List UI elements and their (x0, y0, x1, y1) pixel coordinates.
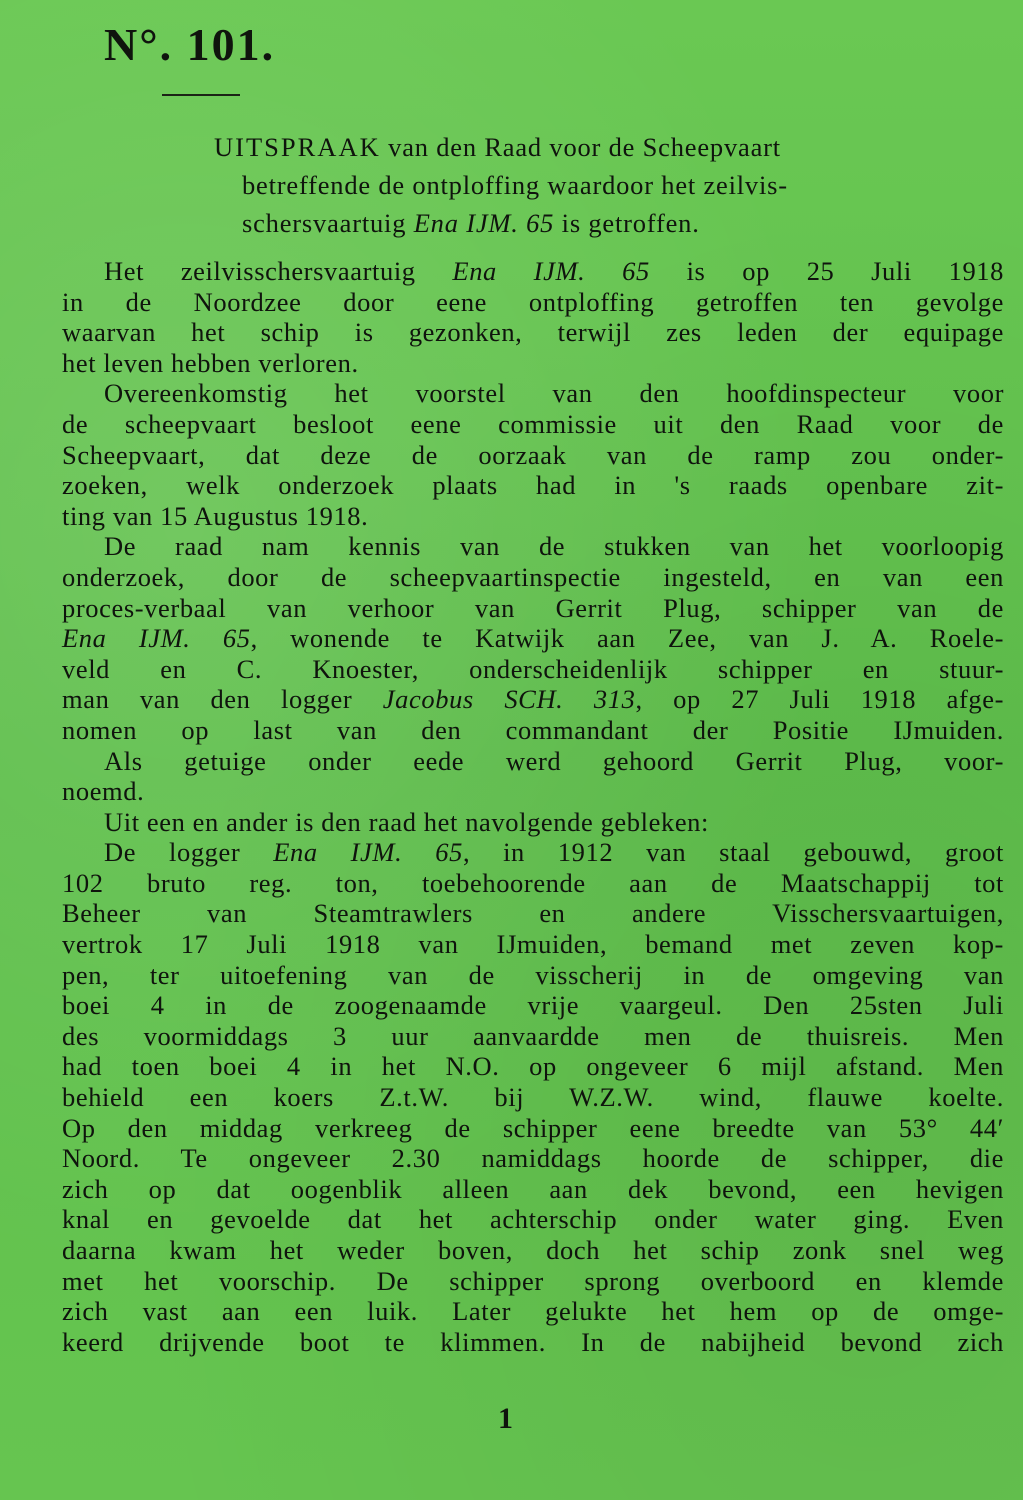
text-line-content: Uit een en ander is den raad het navolgende gebleken: (104, 806, 709, 837)
heading-ship-name: Ena IJM. 65 (413, 208, 555, 238)
heading-lead-word: UITSPRAAK (214, 132, 381, 162)
page-number: 1 (498, 1402, 513, 1435)
text-line-content: zich vast aan een luik. Later gelukte het hem op de omge- (62, 1296, 1004, 1327)
text-line (62, 470, 1004, 501)
decision-heading (214, 128, 1004, 242)
text-line (62, 1143, 1004, 1174)
text-line-content: vertrok 17 Juli 1918 van IJmuiden, bemand met zeven kop- (62, 929, 1004, 960)
text-line-content: is op 25 Juli 1918 (649, 256, 1004, 286)
text-line (62, 868, 1004, 899)
text-line (62, 1235, 1004, 1266)
text-line-content: Als getuige onder eede werd gehoord Gerrit Plug, voor- (104, 745, 1004, 776)
text-line (62, 440, 1004, 471)
text-line (62, 562, 1004, 593)
text-line (62, 501, 1004, 532)
text-line (62, 1327, 1004, 1358)
text-line (62, 1204, 1004, 1235)
heading-line-3 (214, 204, 1004, 242)
text-line-content: knal en gevoelde dat het achterschip onder water ging. Even (62, 1204, 1004, 1235)
text-line (62, 409, 1004, 440)
text-line-content: veld en C. Knoester, onderscheidenlijk schipper en stuur- (62, 653, 1004, 684)
text-line (62, 1113, 1004, 1144)
text-line (62, 531, 1004, 562)
ship-name: Ena IJM. 65 (62, 623, 251, 654)
text-line (62, 990, 1004, 1021)
text-line (62, 1082, 1004, 1113)
text-line-content: keerd drijvende boot te klimmen. In de nabijheid bevond zich (62, 1326, 1004, 1357)
text-line (62, 1266, 1004, 1297)
text-line-content: de scheepvaart besloot eene commissie uit den Raad voor de (62, 408, 1004, 439)
text-line (62, 593, 1004, 624)
text-line-content: Het zeilvisschersvaartuig (104, 256, 453, 286)
text-line-content: Scheepvaart, dat deze de oorzaak van de ramp zou onder- (62, 439, 1004, 470)
text-line (62, 715, 1004, 746)
text-line-content: in de Noordzee door eene ontploffing getroffen ten gevolge (62, 286, 1004, 317)
heading-line-1: van den Raad voor de Scheepvaart (388, 132, 781, 162)
text-line-content: onderzoek, door de scheepvaartinspectie ingesteld, en van een (62, 561, 1004, 592)
text-line-content: boei 4 in de zoogenaamde vrije vaargeul. Den 25sten Juli (62, 990, 1004, 1021)
decision-body (62, 256, 1004, 1357)
text-line-content: zich op dat oogenblik alleen aan dek bevond, een hevigen (62, 1173, 1004, 1204)
text-line (62, 378, 1004, 409)
text-line-content: waarvan het schip is gezonken, terwijl zes leden der equipage (62, 317, 1004, 348)
text-line (62, 898, 1004, 929)
text-line-content: behield een koers Z.t.W. bij W.Z.W. wind, flauwe koelte. (62, 1082, 1004, 1113)
ship-name: Ena IJM. 65 (452, 256, 650, 286)
text-line-content: 102 bruto reg. ton, toebehoorende aan de Maatschappij tot (62, 867, 1004, 898)
text-line (62, 1021, 1004, 1052)
text-line (62, 256, 1004, 287)
heading-line-3-text: schersvaartuig (242, 208, 407, 238)
text-line-content: noemd. (62, 776, 145, 807)
text-line-content: De raad nam kennis van de stukken van het voorloopig (104, 531, 1004, 562)
heading-line-3-end: is getroffen. (561, 208, 700, 238)
text-line-content: , in 1912 van staal gebouwd, groot (462, 837, 1004, 868)
text-line-content: , op 27 Juli 1918 afge- (635, 684, 1005, 715)
text-line-content: daarna kwam het weder boven, doch het schip zonk snel weg (62, 1235, 1004, 1265)
text-line (62, 776, 1004, 807)
ship-name: Jacobus SCH. 313 (382, 684, 636, 715)
text-line-content: had toen boei 4 in het N.O. op ongeveer 6 mijl afstand. Men (62, 1051, 1004, 1082)
text-line-content: Beheer van Steamtrawlers en andere Visschersvaartuigen, (62, 898, 1004, 929)
text-line (62, 929, 1004, 960)
text-line (62, 807, 1004, 838)
text-line (62, 1296, 1004, 1327)
text-line (62, 684, 1004, 715)
text-line-content: , wonende te Katwijk aan Zee, van J. A. Roele- (250, 623, 1005, 654)
text-line (62, 1174, 1004, 1205)
text-line (62, 348, 1004, 379)
document-number: N°. 101. (104, 19, 276, 70)
heading-line-2: betreffende de ontploffing waardoor het zeilvis- (242, 170, 788, 200)
text-line (62, 287, 1004, 318)
text-line-content: zoeken, welk onderzoek plaats had in 's raads openbare zit- (62, 470, 1004, 501)
text-line (62, 960, 1004, 991)
text-line-content: met het voorschip. De schipper sprong overboord en klemde (62, 1265, 1004, 1296)
text-line-content: De logger (104, 837, 274, 868)
text-line-content: Noord. Te ongeveer 2.30 namiddags hoorde de schipper, die (62, 1143, 1004, 1174)
text-line-content: nomen op last van den commandant der Positie IJmuiden. (62, 714, 1004, 745)
ship-name: Ena IJM. 65 (273, 837, 463, 868)
text-line (62, 837, 1004, 868)
title-rule (162, 94, 240, 96)
text-line-content: pen, ter uitoefening van de visscherij in de omgeving van (62, 959, 1004, 990)
text-line (62, 654, 1004, 685)
text-line-content: des voormiddags 3 uur aanvaardde men de thuisreis. Men (62, 1020, 1004, 1051)
text-line-content: man van den logger (62, 684, 383, 715)
text-line-content: ting van 15 Augustus 1918. (62, 500, 369, 531)
text-line (62, 317, 1004, 348)
text-line (62, 1051, 1004, 1082)
text-line-content: proces-verbaal van verhoor van Gerrit Plug, schipper van de (62, 592, 1004, 623)
text-line-content: het leven hebben verloren. (62, 347, 359, 378)
text-line-content: Overeenkomstig het voorstel van den hoofdinspecteur voor (104, 378, 1004, 409)
text-line (62, 623, 1004, 654)
text-line-content: Op den middag verkreeg de schipper eene breedte van 53° 44′ (62, 1112, 1004, 1143)
text-line (62, 746, 1004, 777)
